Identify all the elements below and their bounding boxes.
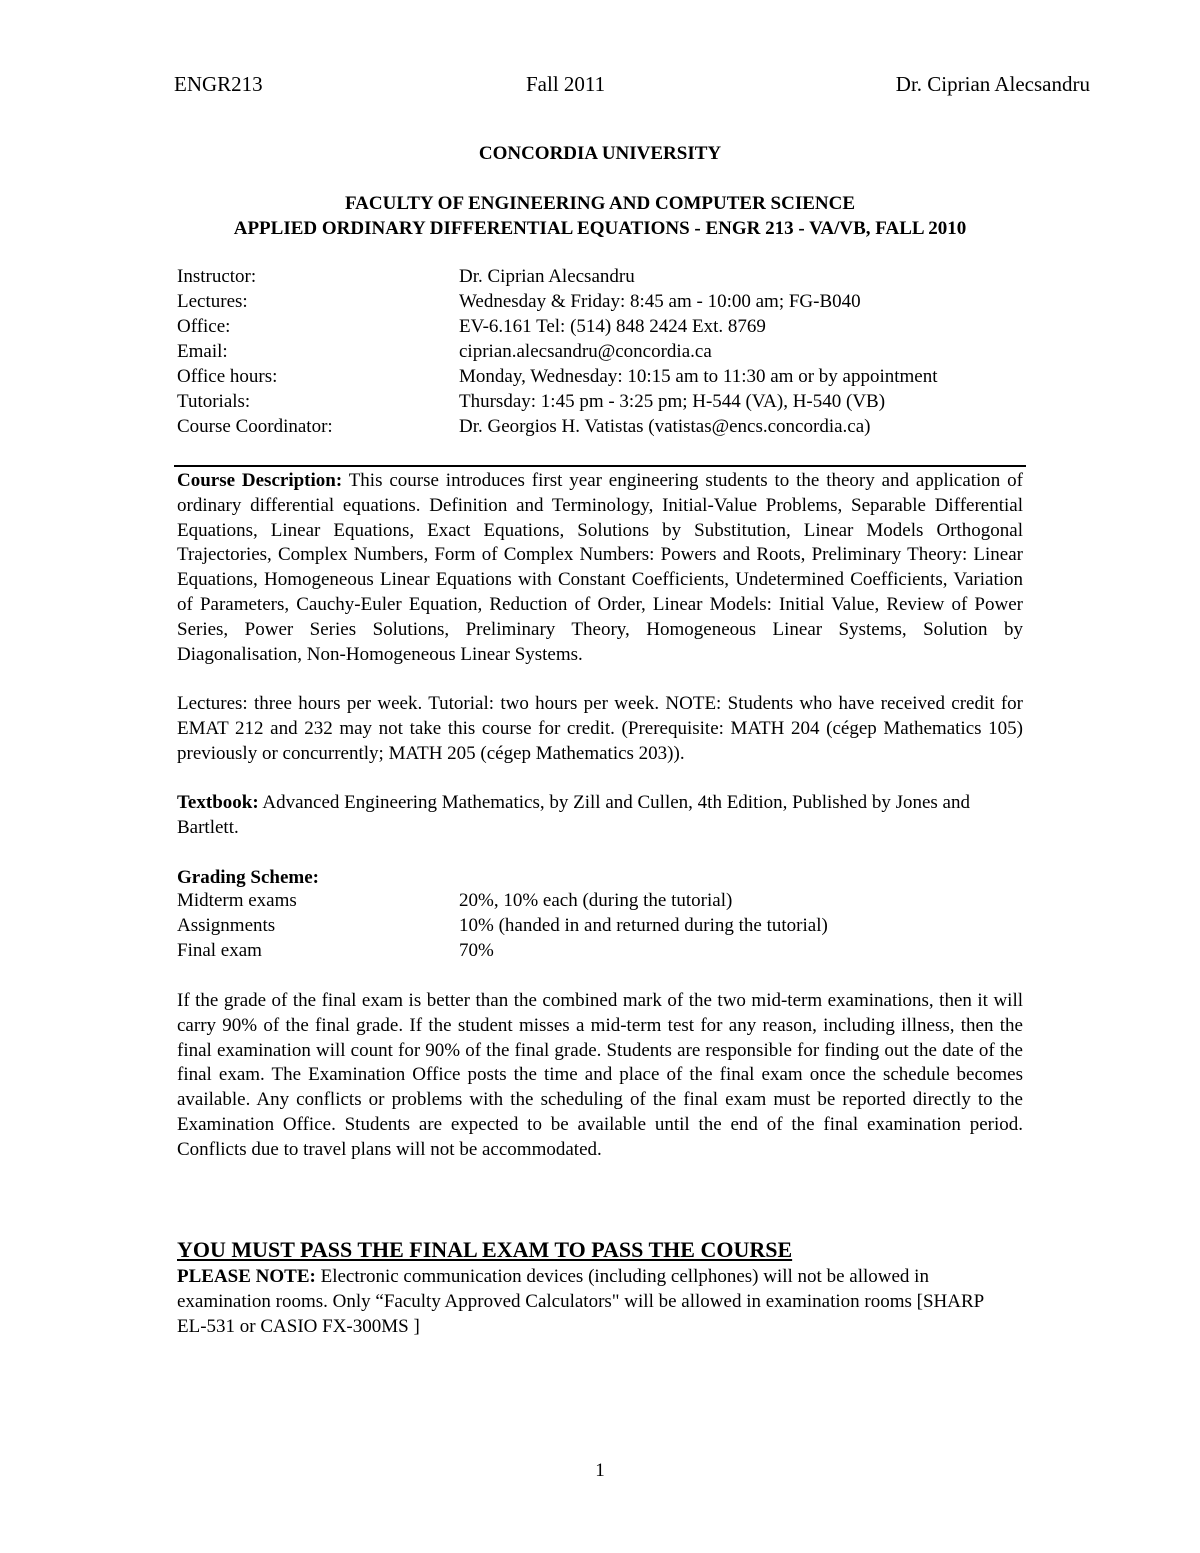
info-row-office-hours (177, 366, 1037, 391)
info-value: Monday, Wednesday: 10:15 am to 11:30 am or by appointment (459, 366, 938, 387)
textbook-heading: Textbook: (177, 792, 259, 813)
header-term: Fall 2011 (526, 72, 606, 96)
info-row-instructor (177, 266, 1037, 291)
course-description (177, 469, 1023, 667)
info-row-office (177, 316, 1037, 341)
course-description-heading: Course Description: (177, 470, 343, 491)
info-row-lectures (177, 291, 1037, 316)
must-pass-banner: YOU MUST PASS THE FINAL EXAM TO PASS THE COURSE (177, 1237, 793, 1262)
grading-item: Midterm exams (177, 890, 297, 911)
textbook-body: Advanced Engineering Mathematics, by Zill and Cullen, 4th Edition, Published by Jones and Bartlett. (177, 792, 970, 838)
grading-row (177, 890, 1037, 915)
info-value: Wednesday & Friday: 8:45 am - 10:00 am; FG-B040 (459, 291, 861, 312)
grading-weight: 20%, 10% each (during the tutorial) (459, 890, 733, 911)
faculty-title: FACULTY OF ENGINEERING AND COMPUTER SCIENCE (344, 193, 856, 214)
info-label: Email: (177, 341, 228, 362)
header-instructor: Dr. Ciprian Alecsandru (895, 72, 1090, 96)
info-row-email (177, 341, 1037, 366)
grading-policy: If the grade of the final exam is better than the combined mark of the two mid-term examinations, then it will carry 90% of the final grade. If the student misses a mid-term test for any reason, including illness, then the final examination will count for 90% of the final grade. Students are responsible for finding out the date of the final exam. The Examination Office posts the time and place of the final exam once the schedule becomes available. Any conflicts or problems with the scheduling of the final exam must be reported directly to the Examination Office. Students are expected to be available until the end of the final examination period. Conflicts due to travel plans will not be accommodated. (177, 990, 1023, 1160)
info-label: Instructor: (177, 266, 257, 287)
course-description-body: This course introduces first year engineering students to the theory and application of ordinary differential equations. Definition and Terminology, Initial-Value Problems, Separable Differential Equations, Linear Equations, Exact Equations, Solutions by Substitution, Linear Models Orthogonal Trajectories, Complex Numbers, Form of Complex Numbers: Powers and Roots, Preliminary Theory: Linear Equations, Homogeneous Linear Equations with Constant Coefficients, Undetermined Coefficients, Variation of Parameters, Cauchy-Euler Equation, Reduction of Order, Linear Models: Initial Value, Review of Power Series, Power Series Solutions, Preliminary Theory, Homogeneous Linear Systems, Solution by Diagonalisation, Non-Homogeneous Linear Systems. (177, 470, 1023, 665)
info-value: Thursday: 1:45 pm - 3:25 pm; H-544 (VA), H-540 (VB) (459, 391, 886, 412)
info-value-email[interactable]: ciprian.alecsandru@concordia.ca (459, 341, 712, 362)
section-divider (174, 465, 1026, 467)
info-label: Office hours: (177, 366, 278, 387)
header-course: ENGR213 (174, 72, 263, 96)
grading-item: Final exam (177, 940, 262, 961)
info-label: Tutorials: (177, 391, 251, 412)
please-note (177, 1265, 1007, 1339)
textbook (177, 791, 1007, 841)
grading-weight: 10% (handed in and returned during the tutorial) (459, 915, 828, 936)
grading-weight: 70% (459, 940, 494, 961)
info-label: Course Coordinator: (177, 416, 333, 437)
grading-row (177, 915, 1037, 940)
please-note-heading: PLEASE NOTE: (177, 1266, 316, 1287)
university-title: CONCORDIA UNIVERSITY (478, 143, 722, 164)
please-note-body: Electronic communication devices (including cellphones) will not be allowed in examination rooms. Only “Faculty Approved Calculators" will be allowed in examination rooms [SHARP EL-531 or CASIO FX-300MS ] (177, 1266, 984, 1337)
info-row-coordinator (177, 416, 1037, 441)
lectures-note: Lectures: three hours per week. Tutorial: two hours per week. NOTE: Students who have received credit for EMAT 212 and 232 may not take this course for credit. (Prerequisite: MATH 204 (cégep Mathematics 105) previously or concurrently; MATH 205 (cégep Mathematics 203)). (177, 693, 1023, 764)
grading-heading: Grading Scheme: (177, 867, 319, 888)
info-value: Dr. Georgios H. Vatistas (vatistas@encs.concordia.ca) (459, 416, 871, 437)
course-title: APPLIED ORDINARY DIFFERENTIAL EQUATIONS - ENGR 213 - VA/VB, FALL 2010 (233, 218, 967, 239)
info-row-tutorials (177, 391, 1037, 416)
grading-item: Assignments (177, 915, 276, 936)
info-value: Dr. Ciprian Alecsandru (459, 266, 635, 287)
grading-row (177, 940, 1037, 965)
info-value: EV-6.161 Tel: (514) 848 2424 Ext. 8769 (459, 316, 766, 337)
info-label: Office: (177, 316, 231, 337)
info-label: Lectures: (177, 291, 248, 312)
page-number: 1 (595, 1460, 605, 1481)
